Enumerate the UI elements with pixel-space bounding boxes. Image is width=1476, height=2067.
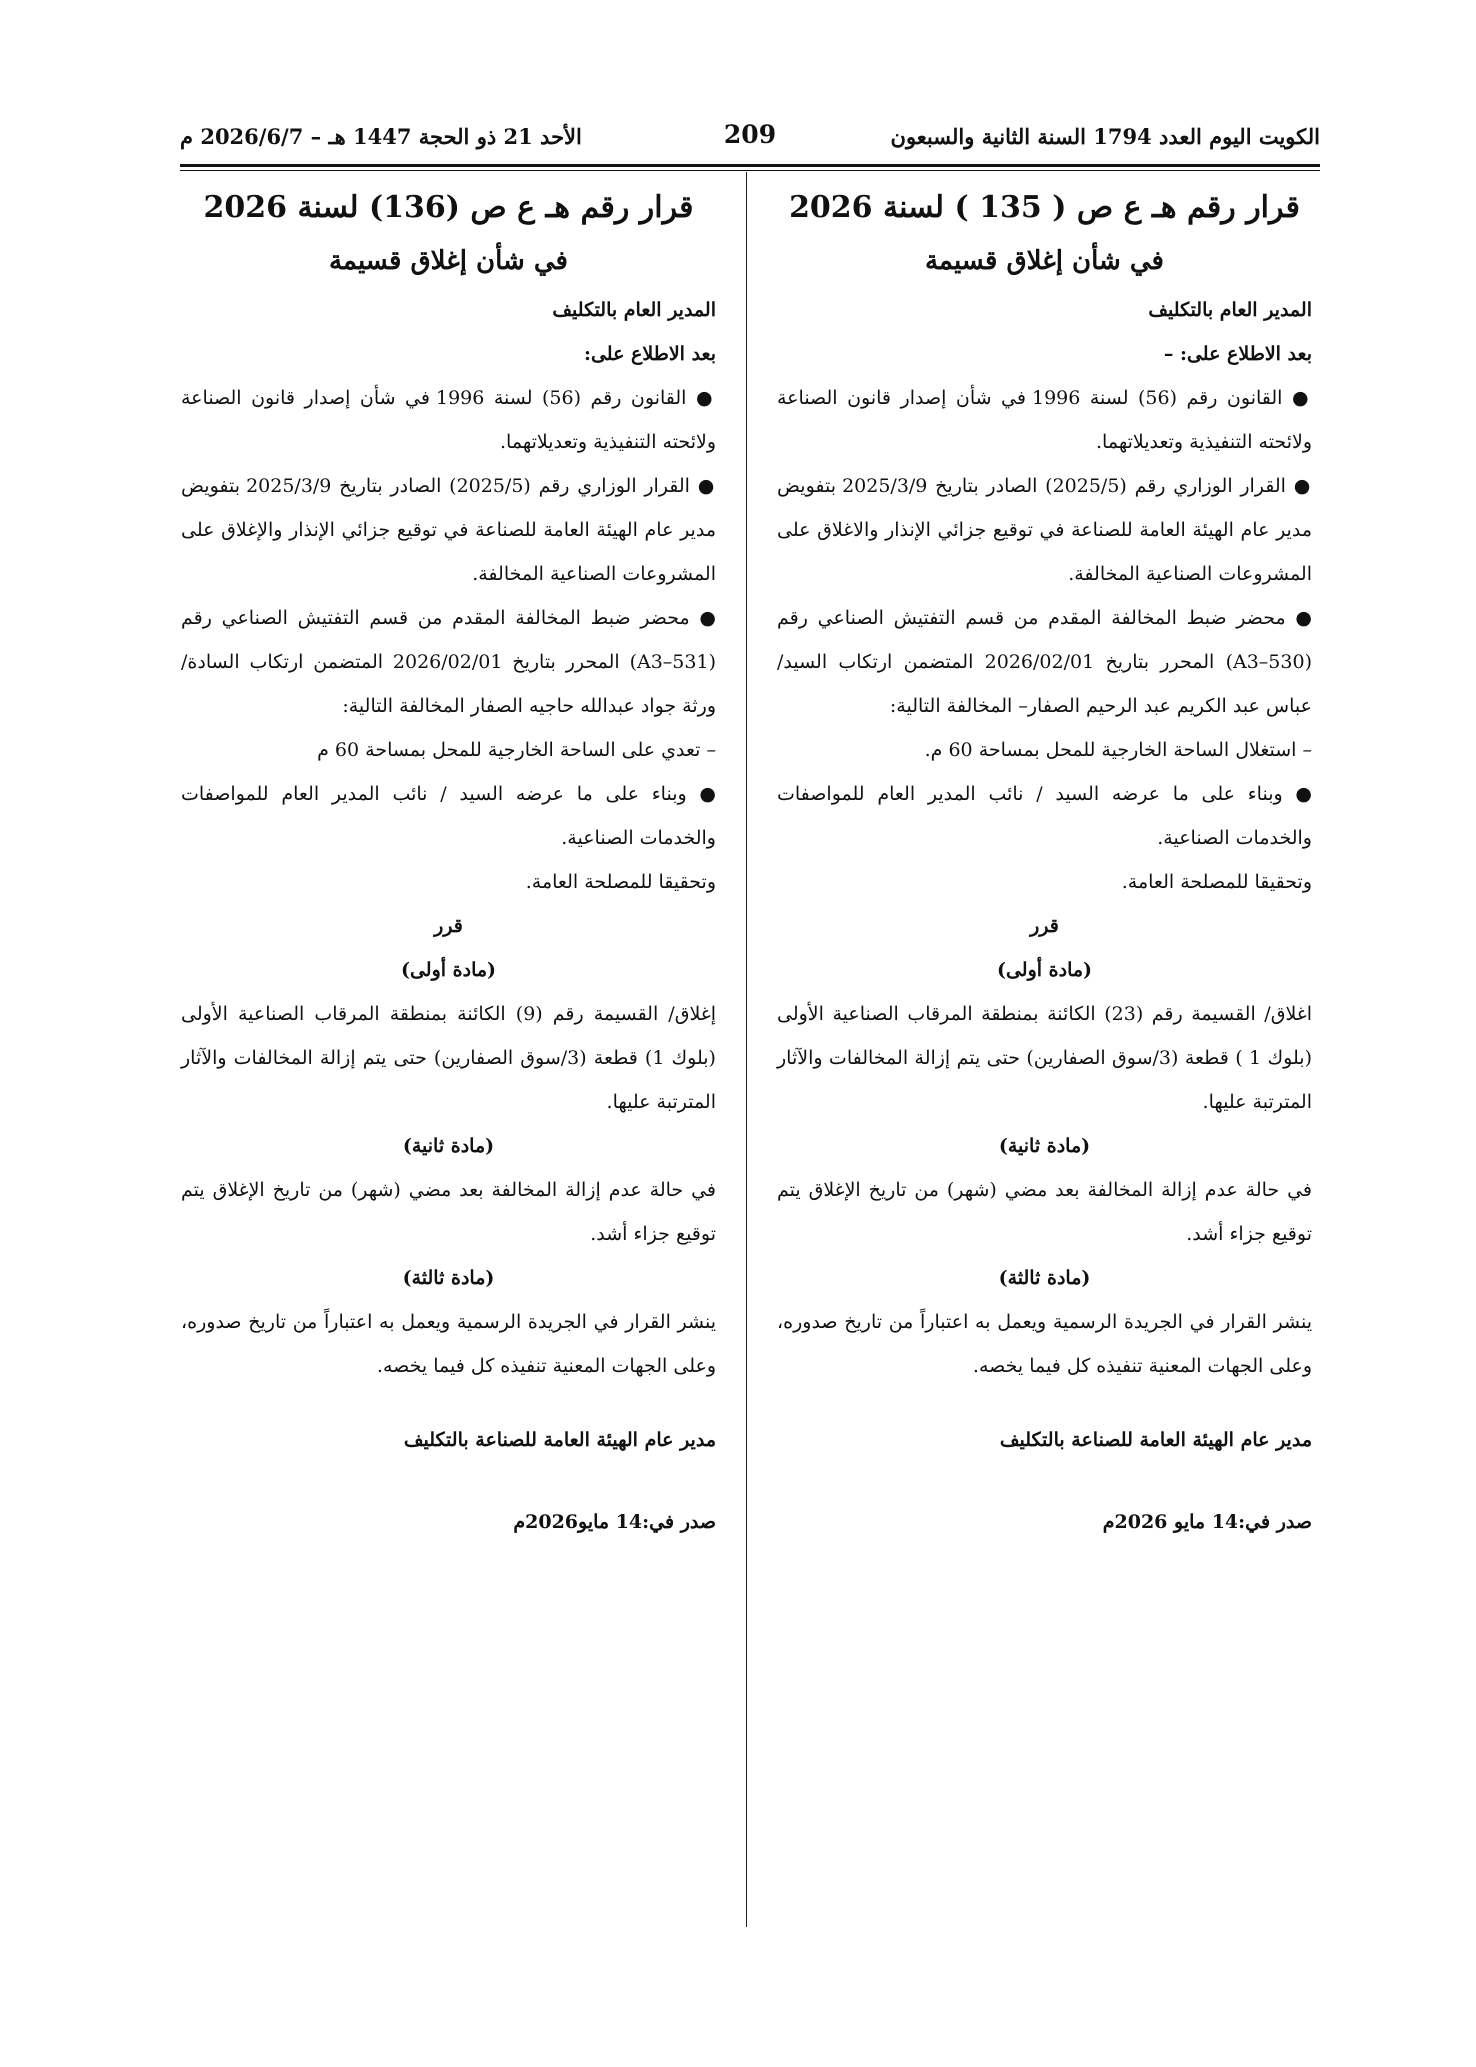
issue-date: صدر في:14 مايو2026م — [513, 1511, 716, 1533]
ministerial-reference: ● القرار الوزاري رقم (2025/5) الصادر بتاريخ 2025/3/9 بتفويض مدير عام الهيئة العامة للصناعة في توقيع جزائي الإنذار والإغلاق على المشروعات الصناعية المخالفة. — [181, 475, 716, 585]
preamble: بعد الاطلاع على: – — [1163, 343, 1312, 365]
decision-136-column — [181, 178, 716, 1544]
decision-title: قرار رقم هـ ع ص (136) لسنة 2026 — [203, 190, 694, 225]
article-3-text: ينشر القرار في الجريدة الرسمية ويعمل به اعتباراً من تاريخ صدوره، وعلى الجهات المعنية تنفيذه كل فيما يخصه. — [181, 1311, 716, 1377]
issue-date: صدر في:14 مايو 2026م — [1102, 1511, 1312, 1533]
presentation-reference: ● وبناء على ما عرضه السيد / نائب المدير العام للمواصفات والخدمات الصناعية. — [777, 783, 1312, 849]
article-2-text: في حالة عدم إزالة المخالفة بعد مضي (شهر) من تاريخ الإغلاق يتم توقيع جزاء أشد. — [777, 1179, 1312, 1245]
decision-subject: في شأن إغلاق قسيمة — [328, 246, 568, 276]
article-3-heading: (مادة ثالثة) — [402, 1267, 495, 1289]
issuer: المدير العام بالتكليف — [1148, 299, 1312, 321]
public-interest: وتحقيقا للمصلحة العامة. — [525, 871, 716, 893]
issue-info: الكويت اليوم العدد 1794 السنة الثانية والسبعون — [890, 124, 1320, 149]
ministerial-reference: ● القرار الوزاري رقم (2025/5) الصادر بتاريخ 2025/3/9 بتفويض مدير عام الهيئة العامة للصناعة في توقيع جزائي الإنذار والاغلاق على المشروعات الصناعية المخالفة. — [777, 475, 1312, 585]
violation-report: ● محضر ضبط المخالفة المقدم من قسم التفتيش الصناعي رقم (A3–531) المحرر بتاريخ 2026/02/01 المتضمن ارتكاب السادة/ ورثة جواد عبدالله حاجيه الصفار المخالفة التالية: — [181, 607, 716, 717]
page-number: 209 — [723, 120, 777, 149]
signature: مدير عام الهيئة العامة للصناعة بالتكليف — [403, 1429, 716, 1451]
date-info: الأحد 21 ذو الحجة 1447 هـ – 2026/6/7 م — [180, 124, 582, 149]
header-rule-thick — [180, 164, 1320, 167]
decided-heading: قرر — [434, 915, 463, 937]
presentation-reference: ● وبناء على ما عرضه السيد / نائب المدير العام للمواصفات والخدمات الصناعية. — [181, 783, 716, 849]
article-3-heading: (مادة ثالثة) — [998, 1267, 1091, 1289]
article-2-heading: (مادة ثانية) — [998, 1135, 1091, 1157]
violation-item: – استغلال الساحة الخارجية للمحل بمساحة 60 م. — [924, 739, 1312, 761]
article-1-heading: (مادة أولى) — [996, 959, 1093, 981]
decision-title: قرار رقم هـ ع ص ( 135 ) لسنة 2026 — [789, 190, 1300, 225]
violation-item: – تعدي على الساحة الخارجية للمحل بمساحة 60 م — [317, 739, 716, 761]
issuer: المدير العام بالتكليف — [552, 299, 716, 321]
law-reference: ● القانون رقم (56) لسنة 1996 في شأن إصدار قانون الصناعة ولائحته التنفيذية وتعديلاتهما. — [181, 387, 716, 453]
page-header — [180, 120, 1320, 160]
article-1-text: اغلاق/ القسيمة رقم (23) الكائنة بمنطقة المرقاب الصناعية الأولى (بلوك 1 ) قطعة (3/سوق الصفارين) حتى يتم إزالة المخالفات والآثار المترتبة عليها. — [777, 1003, 1312, 1113]
public-interest: وتحقيقا للمصلحة العامة. — [1121, 871, 1312, 893]
decision-subject: في شأن إغلاق قسيمة — [924, 246, 1164, 276]
preamble: بعد الاطلاع على: — [583, 343, 716, 365]
signature: مدير عام الهيئة العامة للصناعة بالتكليف — [999, 1429, 1312, 1451]
law-reference: ● القانون رقم (56) لسنة 1996 في شأن إصدار قانون الصناعة ولائحته التنفيذية وتعديلاتهما. — [777, 387, 1312, 453]
article-2-heading: (مادة ثانية) — [402, 1135, 495, 1157]
decided-heading: قرر — [1030, 915, 1059, 937]
column-divider — [746, 172, 747, 1927]
article-1-heading: (مادة أولى) — [400, 959, 497, 981]
violation-report: ● محضر ضبط المخالفة المقدم من قسم التفتيش الصناعي رقم (A3–530) المحرر بتاريخ 2026/02/01 المتضمن ارتكاب السيد/ عباس عبد الكريم عبد الرحيم الصفار– المخالفة التالية: — [777, 607, 1312, 717]
header-rule-thin — [180, 170, 1320, 171]
article-3-text: ينشر القرار في الجريدة الرسمية ويعمل به اعتباراً من تاريخ صدوره، وعلى الجهات المعنية تنفيذه كل فيما يخصه. — [777, 1311, 1312, 1377]
decision-135-column — [777, 178, 1312, 1544]
article-2-text: في حالة عدم إزالة المخالفة بعد مضي (شهر) من تاريخ الإغلاق يتم توقيع جزاء أشد. — [181, 1179, 716, 1245]
article-1-text: إغلاق/ القسيمة رقم (9) الكائنة بمنطقة المرقاب الصناعية الأولى (بلوك 1) قطعة (3/سوق الصفارين) حتى يتم إزالة المخالفات والآثار المترتبة عليها. — [181, 1003, 716, 1113]
